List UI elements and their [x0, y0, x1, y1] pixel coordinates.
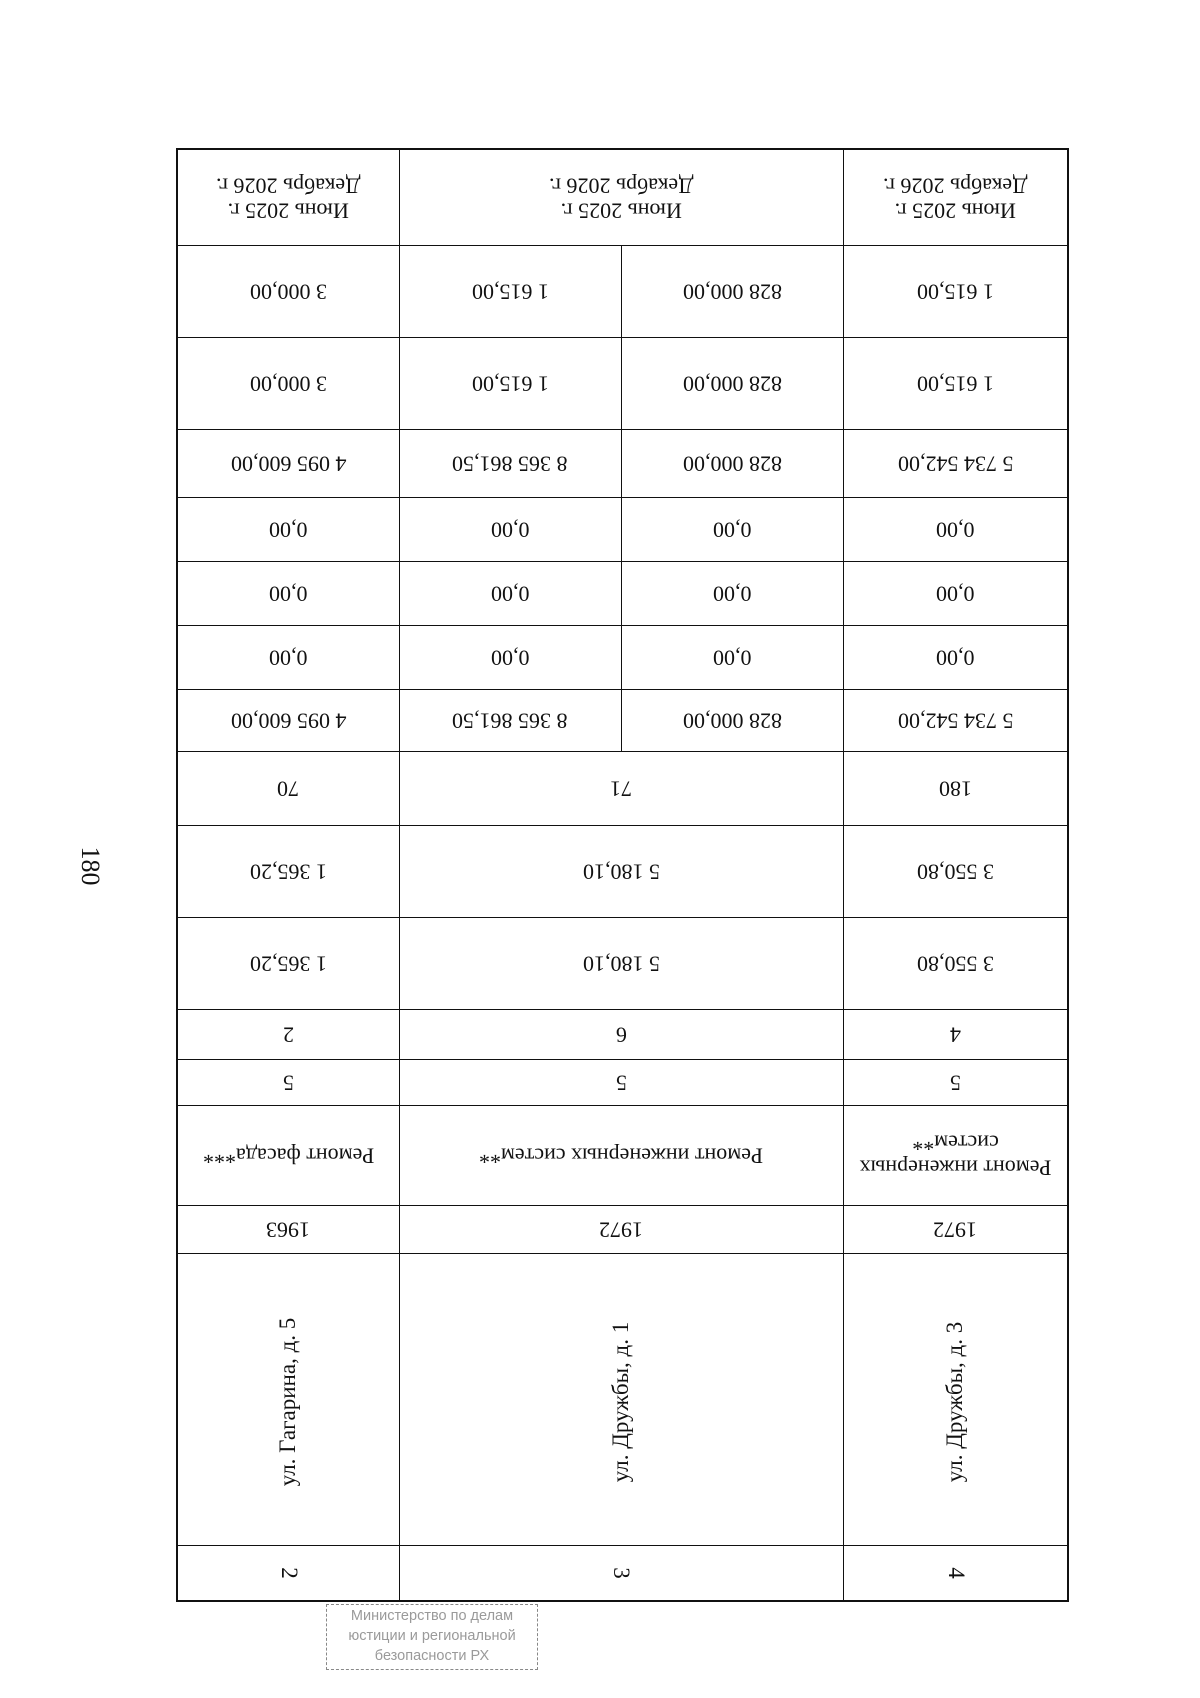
table-cell: 1 615,00	[399, 337, 621, 429]
table-cell: 1 615,00	[399, 245, 621, 337]
table-row	[177, 1545, 1068, 1601]
table-cell: 4 095 600,00	[177, 429, 399, 497]
table-cell: 4 095 600,00	[177, 689, 399, 751]
table-row	[177, 625, 1068, 689]
table-cell: 0,00	[843, 497, 1068, 561]
table-row	[177, 689, 1068, 751]
table-cell: 180	[843, 751, 1068, 825]
table-cell: 828 000,00	[621, 429, 843, 497]
housing-repair-table	[176, 148, 1069, 1602]
year-cell: 1963	[177, 1205, 399, 1253]
address-cell: ул. Дружбы, д. 3	[843, 1253, 1068, 1545]
table-cell: 0,00	[177, 561, 399, 625]
table-row	[177, 561, 1068, 625]
table-cell: 1 615,00	[843, 337, 1068, 429]
table-cell: 5 180,10	[399, 917, 843, 1009]
table-cell: 5	[843, 1059, 1068, 1105]
row-number-cell: 2	[177, 1545, 399, 1601]
table-cell: 3 000,00	[177, 245, 399, 337]
table-cell: 0,00	[177, 625, 399, 689]
table-cell: 71	[399, 751, 843, 825]
table-cell: 828 000,00	[621, 337, 843, 429]
table-cell: 8 365 861,50	[399, 689, 621, 751]
table-cell: 5 180,10	[399, 825, 843, 917]
table-cell: 0,00	[399, 561, 621, 625]
page-number: 180	[76, 846, 105, 886]
address-cell: ул. Гагарина, д. 5	[177, 1253, 399, 1545]
ministry-stamp: Министерство по делам юстиции и региональной безопасности РХ	[326, 1604, 538, 1670]
address-cell: ул. Дружбы, д. 1	[399, 1253, 843, 1545]
work-type-cell: Ремонт инженерных систем**	[399, 1105, 843, 1205]
table-cell: 5	[177, 1059, 399, 1105]
table-row	[177, 1253, 1068, 1545]
table-cell: 0,00	[621, 497, 843, 561]
table-cell: 4	[843, 1009, 1068, 1059]
table-cell: 0,00	[399, 497, 621, 561]
table-row	[177, 1205, 1068, 1253]
table-cell: 3 000,00	[177, 337, 399, 429]
table-cell: 3 550,80	[843, 825, 1068, 917]
table-cell: 0,00	[621, 561, 843, 625]
table-cell: 6	[399, 1009, 843, 1059]
year-cell: 1972	[399, 1205, 843, 1253]
table-row	[177, 1105, 1068, 1205]
table-cell: 0,00	[843, 625, 1068, 689]
table-row	[177, 825, 1068, 917]
table-cell: 828 000,00	[621, 689, 843, 751]
table-row	[177, 751, 1068, 825]
table-cell: 1 365,20	[177, 917, 399, 1009]
year-cell: 1972	[843, 1205, 1068, 1253]
table-cell: 5 734 542,00	[843, 689, 1068, 751]
work-type-cell: Ремонт фасада***	[177, 1105, 399, 1205]
table-cell: 3 550,80	[843, 917, 1068, 1009]
row-number-cell: 3	[399, 1545, 843, 1601]
table-cell: 5 734 542,00	[843, 429, 1068, 497]
table-row	[177, 497, 1068, 561]
table-row	[177, 337, 1068, 429]
work-type-cell: Ремонт инженерных систем**	[843, 1105, 1068, 1205]
table-cell: 1 615,00	[843, 245, 1068, 337]
table-cell: 828 000,00	[621, 245, 843, 337]
table-row	[177, 1059, 1068, 1105]
schedule-cell: Июнь 2025 г. Декабрь 2026 г.	[399, 149, 843, 245]
table-row	[177, 1009, 1068, 1059]
row-number-cell: 4	[843, 1545, 1068, 1601]
table-cell: 1 365,20	[177, 825, 399, 917]
table-cell: 5	[399, 1059, 843, 1105]
table-cell: 0,00	[177, 497, 399, 561]
table-row	[177, 245, 1068, 337]
table-cell: 0,00	[843, 561, 1068, 625]
table-row	[177, 917, 1068, 1009]
table-cell: 0,00	[399, 625, 621, 689]
table-cell: 8 365 861,50	[399, 429, 621, 497]
table-cell: 0,00	[621, 625, 843, 689]
table-row	[177, 149, 1068, 245]
schedule-cell: Июнь 2025 г. Декабрь 2026 г.	[177, 149, 399, 245]
schedule-cell: Июнь 2025 г. Декабрь 2026 г.	[843, 149, 1068, 245]
table-cell: 70	[177, 751, 399, 825]
table-cell: 2	[177, 1009, 399, 1059]
table-row	[177, 429, 1068, 497]
